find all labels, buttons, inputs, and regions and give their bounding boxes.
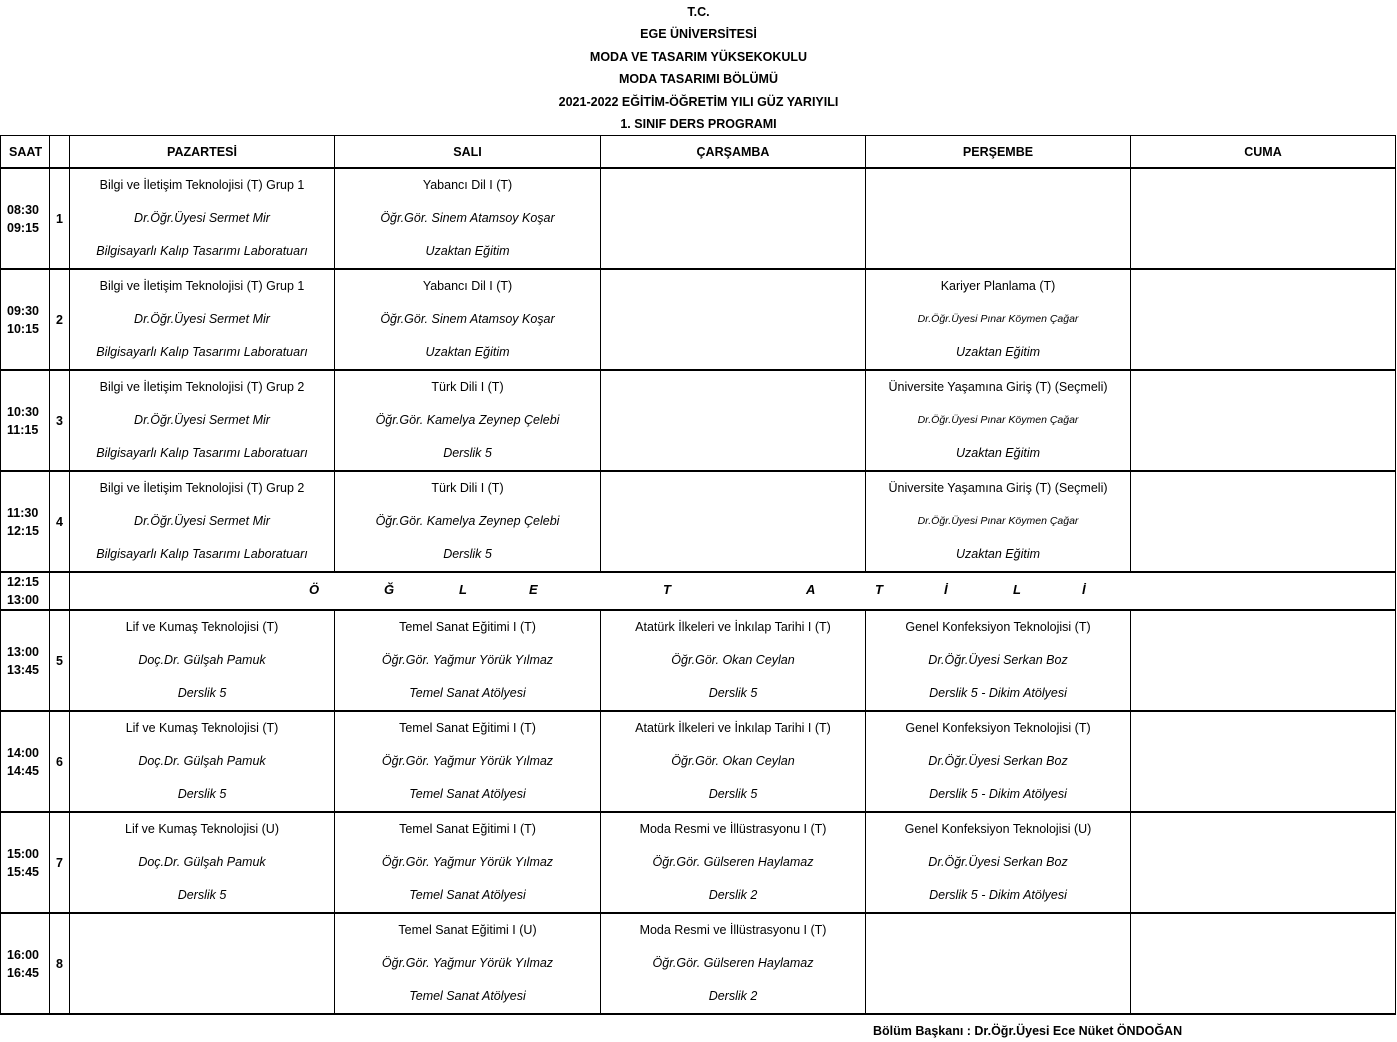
slot-start: 15:00 <box>7 846 39 861</box>
course-teacher <box>866 202 1130 235</box>
slot-number: 1 <box>50 168 70 269</box>
course-cell-thu <box>866 711 1131 812</box>
course-cell-wed <box>601 711 866 812</box>
course-cell-mon <box>70 471 335 572</box>
course-teacher: Doç.Dr. Gülşah Pamuk <box>138 855 266 869</box>
course-name: Genel Konfeksiyon Teknolojisi (U) <box>904 822 1092 836</box>
course-name: Moda Resmi ve İllüstrasyonu I (T) <box>639 923 827 937</box>
table-row <box>1 168 1396 269</box>
col-header-thursday: PERŞEMBE <box>866 136 1131 169</box>
course-cell-thu <box>866 610 1131 711</box>
course-teacher <box>1131 404 1395 437</box>
slot-start: 08:30 <box>7 202 39 217</box>
course-name <box>1131 712 1395 745</box>
course-teacher <box>866 947 1130 980</box>
course-cell-tue <box>335 610 601 711</box>
course-room: Derslik 5 <box>708 686 758 700</box>
course-room: Derslik 5 <box>177 888 227 902</box>
afternoon-slots <box>1 610 1396 1014</box>
course-cell-wed <box>601 913 866 1014</box>
course-cell-wed <box>601 812 866 913</box>
col-header-tuesday: SALI <box>335 136 601 169</box>
lunch-time <box>1 572 50 610</box>
slot-number: 2 <box>50 269 70 370</box>
course-cell-thu <box>866 471 1131 572</box>
course-cell-mon <box>70 370 335 471</box>
slot-time <box>1 610 50 711</box>
course-teacher: Dr.Öğr.Üyesi Sermet Mir <box>134 211 270 225</box>
course-room <box>866 980 1130 1013</box>
course-cell-fri <box>1131 711 1396 812</box>
slot-end: 10:15 <box>7 321 39 336</box>
course-cell-tue <box>335 471 601 572</box>
lunch-letter: T <box>875 582 883 597</box>
course-cell-fri <box>1131 610 1396 711</box>
course-teacher: Dr.Öğr.Üyesi Sermet Mir <box>134 312 270 326</box>
course-teacher: Öğr.Gör. Yağmur Yörük Yılmaz <box>381 956 554 970</box>
header-department: MODA TASARIMI BÖLÜMÜ <box>618 72 778 86</box>
course-name: Temel Sanat Eğitimi I (T) <box>399 620 536 634</box>
course-teacher <box>601 303 865 336</box>
course-room: Derslik 5 - Dikim Atölyesi <box>929 686 1067 700</box>
course-teacher <box>601 505 865 538</box>
course-cell-mon <box>70 812 335 913</box>
course-room: Derslik 5 <box>708 787 758 801</box>
table-row <box>1 711 1396 812</box>
course-teacher <box>601 202 865 235</box>
course-name <box>601 472 865 505</box>
course-room: Temel Sanat Atölyesi <box>409 787 526 801</box>
course-cell-mon <box>70 610 335 711</box>
slot-time <box>1 370 50 471</box>
course-cell-mon <box>70 168 335 269</box>
lunch-letter: T <box>663 582 671 597</box>
course-room <box>1131 980 1395 1013</box>
course-cell-mon <box>70 269 335 370</box>
course-cell-thu <box>866 168 1131 269</box>
course-cell-fri <box>1131 370 1396 471</box>
course-teacher: Öğr.Gör. Sinem Atamsoy Koşar <box>380 312 555 326</box>
course-room: Uzaktan Eğitim <box>955 446 1041 460</box>
header-term: 2021-2022 EĞİTİM-ÖĞRETİM YILI GÜZ YARIYILI <box>558 95 839 109</box>
course-name <box>70 914 334 947</box>
course-teacher: Dr.Öğr.Üyesi Sermet Mir <box>134 514 270 528</box>
course-room <box>1131 336 1395 369</box>
course-name: Genel Konfeksiyon Teknolojisi (T) <box>905 721 1091 735</box>
course-room <box>601 235 865 268</box>
course-room <box>866 235 1130 268</box>
course-teacher <box>601 404 865 437</box>
course-name: Yabancı Dil I (T) <box>422 178 513 192</box>
course-name: Üniversite Yaşamına Giriş (T) (Seçmeli) <box>888 380 1108 394</box>
course-cell-mon <box>70 711 335 812</box>
slot-start: 09:30 <box>7 303 39 318</box>
slot-end: 15:45 <box>7 864 39 879</box>
course-room: Uzaktan Eğitim <box>425 244 510 258</box>
lunch-letter: Ö <box>309 582 320 597</box>
lunch-start: 12:15 <box>7 575 39 589</box>
course-cell-fri <box>1131 913 1396 1014</box>
course-name: Lif ve Kumaş Teknolojisi (T) <box>125 721 279 735</box>
course-cell-tue <box>335 168 601 269</box>
course-teacher: Dr.Öğr.Üyesi Sermet Mir <box>134 413 270 427</box>
course-cell-fri <box>1131 812 1396 913</box>
slot-end: 13:45 <box>7 662 39 677</box>
course-room <box>1131 437 1395 470</box>
course-room: Uzaktan Eğitim <box>425 345 510 359</box>
course-teacher: Öğr.Gör. Yağmur Yörük Yılmaz <box>381 754 554 768</box>
course-teacher: Dr.Öğr.Üyesi Pınar Köymen Çağar <box>917 414 1079 426</box>
slot-start: 13:00 <box>7 644 39 659</box>
course-cell-fri <box>1131 471 1396 572</box>
table-row <box>1 370 1396 471</box>
course-name: Temel Sanat Eğitimi I (T) <box>399 721 536 735</box>
col-header-wednesday: ÇARŞAMBA <box>601 136 866 169</box>
slot-time <box>1 812 50 913</box>
course-cell-fri <box>1131 269 1396 370</box>
course-room <box>601 336 865 369</box>
course-name: Üniversite Yaşamına Giriş (T) (Seçmeli) <box>888 481 1108 495</box>
slot-number: 3 <box>50 370 70 471</box>
course-room: Derslik 2 <box>708 989 758 1003</box>
col-header-saat: SAAT <box>1 136 50 169</box>
course-teacher: Öğr.Gör. Gülseren Haylamaz <box>652 855 814 869</box>
course-cell-fri <box>1131 168 1396 269</box>
course-teacher: Dr.Öğr.Üyesi Pınar Köymen Çağar <box>917 313 1079 325</box>
course-room: Temel Sanat Atölyesi <box>409 686 526 700</box>
course-teacher: Öğr.Gör. Okan Ceylan <box>671 653 795 667</box>
slot-end: 14:45 <box>7 763 39 778</box>
course-room: Bilgisayarlı Kalıp Tasarımı Laboratuarı <box>96 244 308 258</box>
lunch-row <box>1 572 1396 610</box>
course-room: Derslik 5 <box>177 787 227 801</box>
slot-start: 11:30 <box>7 505 39 520</box>
course-cell-thu <box>866 370 1131 471</box>
course-name: Bilgi ve İletişim Teknolojisi (T) Grup 1 <box>99 178 305 192</box>
course-teacher <box>1131 202 1395 235</box>
course-teacher: Öğr.Gör. Yağmur Yörük Yılmaz <box>381 855 554 869</box>
course-room: Uzaktan Eğitim <box>955 547 1041 561</box>
course-teacher: Doç.Dr. Gülşah Pamuk <box>138 653 266 667</box>
course-teacher <box>1131 947 1395 980</box>
slot-start: 16:00 <box>7 947 39 962</box>
course-name: Bilgi ve İletişim Teknolojisi (T) Grup 2 <box>99 380 305 394</box>
course-room <box>601 437 865 470</box>
course-teacher <box>1131 505 1395 538</box>
col-header-num <box>50 136 70 169</box>
lunch-letter: L <box>1013 582 1021 597</box>
course-cell-thu <box>866 269 1131 370</box>
course-teacher: Dr.Öğr.Üyesi Serkan Boz <box>928 855 1068 869</box>
course-name: Atatürk İlkeleri ve İnkılap Tarihi I (T) <box>635 721 831 735</box>
header-university: EGE ÜNİVERSİTESİ <box>640 27 757 41</box>
course-room: Temel Sanat Atölyesi <box>409 989 526 1003</box>
course-room: Bilgisayarlı Kalıp Tasarımı Laboratuarı <box>96 345 308 359</box>
course-name <box>1131 472 1395 505</box>
slot-end: 11:15 <box>7 422 39 437</box>
course-room <box>70 980 334 1013</box>
lunch-letter: İ <box>944 582 948 597</box>
slot-start: 10:30 <box>7 404 39 419</box>
course-name <box>1131 270 1395 303</box>
course-teacher <box>1131 303 1395 336</box>
course-cell-thu <box>866 913 1131 1014</box>
course-name <box>1131 169 1395 202</box>
course-room <box>1131 879 1395 912</box>
header-tc: T.C. <box>687 5 710 19</box>
course-name <box>1131 914 1395 947</box>
course-teacher: Dr.Öğr.Üyesi Pınar Köymen Çağar <box>917 515 1079 527</box>
course-teacher: Öğr.Gör. Sinem Atamsoy Koşar <box>380 211 555 225</box>
header-program-title: 1. SINIF DERS PROGRAMI <box>620 117 777 131</box>
morning-slots <box>1 168 1396 572</box>
course-name <box>1131 611 1395 644</box>
course-teacher: Öğr.Gör. Kamelya Zeynep Çelebi <box>375 413 560 427</box>
course-room: Derslik 5 <box>443 547 492 561</box>
table-row <box>1 913 1396 1014</box>
course-cell-tue <box>335 370 601 471</box>
course-name <box>601 169 865 202</box>
course-room: Derslik 2 <box>708 888 758 902</box>
course-name: Temel Sanat Eğitimi I (U) <box>398 923 537 937</box>
course-cell-wed <box>601 610 866 711</box>
table-header-row <box>1 136 1396 169</box>
course-teacher: Öğr.Gör. Gülseren Haylamaz <box>652 956 814 970</box>
course-cell-tue <box>335 812 601 913</box>
course-name <box>601 270 865 303</box>
course-room <box>601 538 865 571</box>
course-room: Derslik 5 - Dikim Atölyesi <box>929 888 1067 902</box>
course-room <box>1131 538 1395 571</box>
course-name <box>866 914 1130 947</box>
course-cell-thu <box>866 812 1131 913</box>
course-room: Bilgisayarlı Kalıp Tasarımı Laboratuarı <box>96 446 308 460</box>
course-cell-wed <box>601 168 866 269</box>
table-row <box>1 471 1396 572</box>
course-name: Kariyer Planlama (T) <box>940 279 1056 293</box>
slot-end: 12:15 <box>7 523 39 538</box>
course-name: Bilgi ve İletişim Teknolojisi (T) Grup 1 <box>99 279 305 293</box>
slot-time <box>1 711 50 812</box>
course-cell-tue <box>335 711 601 812</box>
course-cell-wed <box>601 370 866 471</box>
course-teacher: Dr.Öğr.Üyesi Serkan Boz <box>928 653 1068 667</box>
slot-start: 14:00 <box>7 745 39 760</box>
course-name: Yabancı Dil I (T) <box>422 279 513 293</box>
lunch-num <box>50 572 70 610</box>
lunch-end: 13:00 <box>7 593 39 607</box>
table-row <box>1 610 1396 711</box>
slot-number: 6 <box>50 711 70 812</box>
slot-number: 8 <box>50 913 70 1014</box>
col-header-monday: PAZARTESİ <box>70 136 335 169</box>
course-name: Atatürk İlkeleri ve İnkılap Tarihi I (T) <box>635 620 831 634</box>
course-name <box>1131 371 1395 404</box>
slot-time <box>1 168 50 269</box>
course-name <box>1131 813 1395 846</box>
course-teacher: Öğr.Gör. Okan Ceylan <box>671 754 795 768</box>
course-room: Temel Sanat Atölyesi <box>409 888 526 902</box>
course-name: Lif ve Kumaş Teknolojisi (T) <box>125 620 279 634</box>
slot-number: 7 <box>50 812 70 913</box>
slot-time <box>1 471 50 572</box>
course-name: Bilgi ve İletişim Teknolojisi (T) Grup 2 <box>99 481 305 495</box>
course-teacher: Doç.Dr. Gülşah Pamuk <box>138 754 266 768</box>
course-room: Derslik 5 <box>177 686 227 700</box>
course-cell-wed <box>601 269 866 370</box>
course-name: Türk Dili I (T) <box>431 380 504 394</box>
col-header-friday: CUMA <box>1131 136 1396 169</box>
course-name: Türk Dili I (T) <box>431 481 504 495</box>
course-room <box>1131 778 1395 811</box>
course-cell-wed <box>601 471 866 572</box>
header-school: MODA VE TASARIM YÜKSEKOKULU <box>589 50 808 64</box>
course-name: Genel Konfeksiyon Teknolojisi (T) <box>905 620 1091 634</box>
course-cell-mon <box>70 913 335 1014</box>
slot-end: 09:15 <box>7 220 39 235</box>
course-name <box>866 169 1130 202</box>
course-cell-tue <box>335 913 601 1014</box>
course-room: Derslik 5 <box>443 446 492 460</box>
course-room: Bilgisayarlı Kalıp Tasarımı Laboratuarı <box>96 547 308 561</box>
schedule-table <box>0 135 1396 1015</box>
course-name: Moda Resmi ve İllüstrasyonu I (T) <box>639 822 827 836</box>
course-room: Derslik 5 - Dikim Atölyesi <box>929 787 1067 801</box>
course-room <box>1131 235 1395 268</box>
slot-number: 5 <box>50 610 70 711</box>
slot-number: 4 <box>50 471 70 572</box>
table-row <box>1 269 1396 370</box>
course-name: Temel Sanat Eğitimi I (T) <box>399 822 536 836</box>
table-row <box>1 812 1396 913</box>
course-teacher <box>1131 846 1395 879</box>
course-name: Lif ve Kumaş Teknolojisi (U) <box>125 822 279 836</box>
course-name <box>601 371 865 404</box>
course-teacher: Öğr.Gör. Kamelya Zeynep Çelebi <box>375 514 560 528</box>
lunch-letter: A <box>806 582 816 597</box>
course-teacher: Öğr.Gör. Yağmur Yörük Yılmaz <box>381 653 554 667</box>
course-room: Uzaktan Eğitim <box>955 345 1041 359</box>
department-head-signature: Bölüm Başkanı : Dr.Öğr.Üyesi Ece Nüket ÖNDOĞAN <box>873 1024 1183 1038</box>
course-teacher: Dr.Öğr.Üyesi Serkan Boz <box>928 754 1068 768</box>
slot-time <box>1 913 50 1014</box>
course-cell-tue <box>335 269 601 370</box>
lunch-letter: İ <box>1082 582 1086 597</box>
course-teacher <box>70 947 334 980</box>
lunch-letter: E <box>529 582 538 597</box>
slot-time <box>1 269 50 370</box>
lunch-break-label <box>70 572 1396 610</box>
lunch-letter: L <box>459 582 467 597</box>
course-teacher <box>1131 644 1395 677</box>
course-room <box>1131 677 1395 710</box>
slot-end: 16:45 <box>7 965 39 980</box>
lunch-letter: Ğ <box>384 582 395 597</box>
course-teacher <box>1131 745 1395 778</box>
